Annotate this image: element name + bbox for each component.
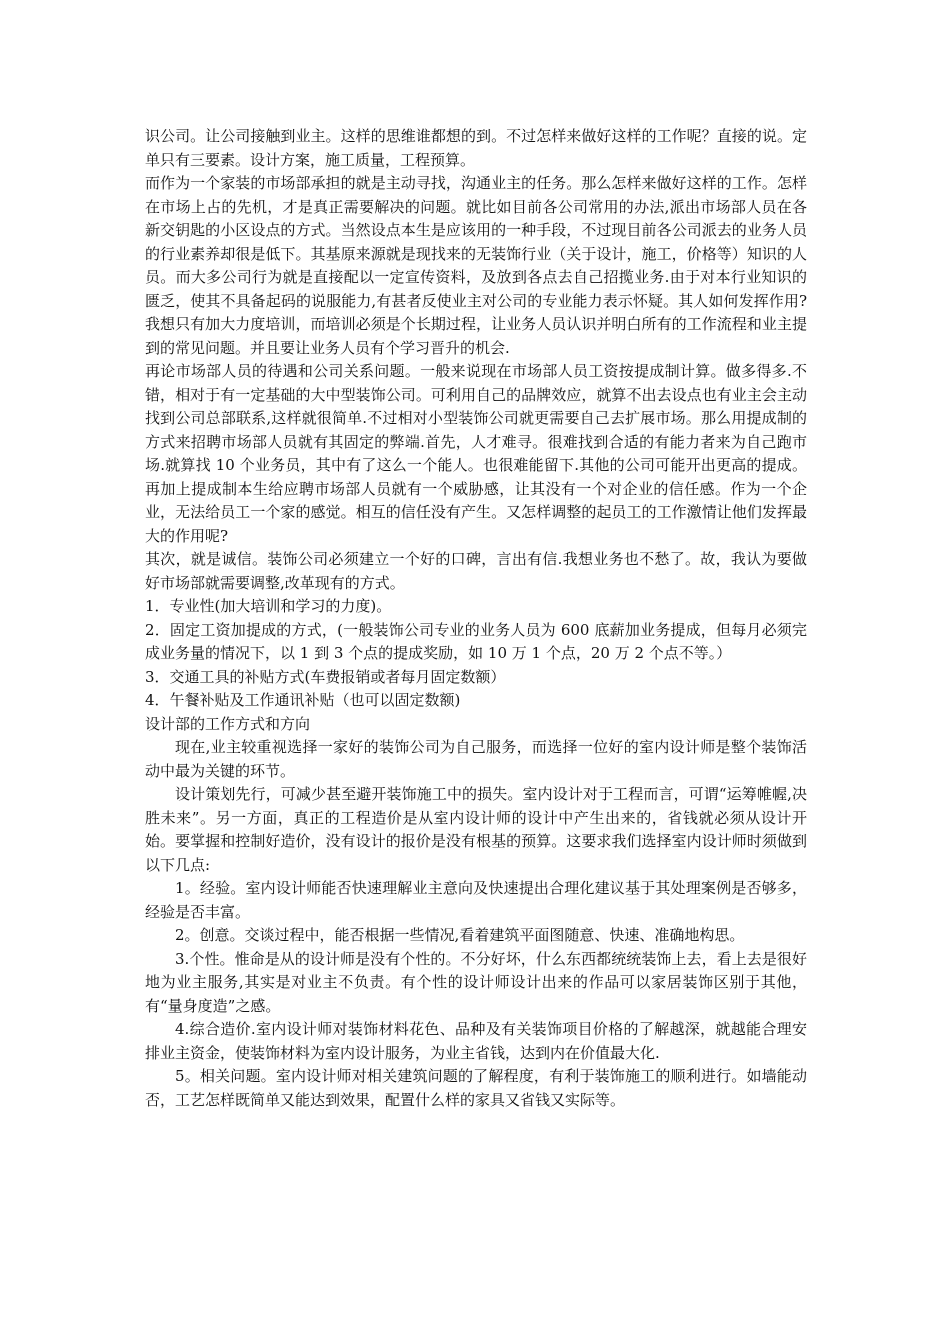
- paragraph-marketing-pay: 再论市场部人员的待遇和公司关系问题。一般来说现在市场部人员工资按提成制计算。做多得多.不错，相对于有一定基础的大中型装饰公司。可利用自己的品牌效应，就算不出去设点也有业主会主动找到公司总部联系,这样就很简单.不过相对小型装饰公司就更需要自己去扩展市场。那么用提成制的方式来招聘市场部人员就有其固定的弊端.首先，人才难寻。很难找到合适的有能力者来为自己跑市场.就算找 10 个业务员，其中有了这么一个能人。也很难能留下.其他的公司可能开出更高的提成。再加上提成制本生给应聘市场部人员就有一个威胁感，让其没有一个对企业的信任感。作为一个企业，无法给员工一个家的感觉。相互的信任没有产生。又怎样调整的起员工的工作激情让他们发挥最大的作用呢?: [145, 362, 807, 545]
- paragraph-marketing-role: 而作为一个家装的市场部承担的就是主动寻找，沟通业主的任务。那么怎样来做好这样的工作。怎样在市场上占的先机，才是真正需要解决的问题。就比如目前各公司常用的办法,派出市场部人员在各新交钥匙的小区设点的方式。当然设点本生是应该用的一种手段，不过现目前各公司派去的业务人员的行业素养却很是低下。其基原来源就是现找来的无装饰行业（关于设计，施工，价格等）知识的人员。而大多公司行为就是直接配以一定宣传资料，及放到各点去自己招揽业务.由于对本行业知识的匮乏，使其不具备起码的说服能力,有甚者反使业主对公司的专业能力表示怀疑。其人如何发挥作用?我想只有加大力度培训，而培训必须是个长期过程，让业务人员认识并明白所有的工作流程和业主提到的常见问题。并且要让业务人员有个学习晋升的机会.: [145, 174, 807, 357]
- section-heading-design: 设计部的工作方式和方向: [145, 714, 311, 733]
- list-item-transport: 3．交通工具的补贴方式(车费报销或者每月固定数额）: [145, 667, 506, 686]
- list-item-meal: 4．午餐补贴及工作通讯补贴（也可以固定数额): [145, 691, 461, 709]
- list-item-personality: 3.个性。惟命是从的设计师是没有个性的。不分好坏，什么东西都统统装饰上去，看上去是很好地为业主服务,其实是对业主不负责。有个性的设计师设计出来的作品可以家居装饰区别于其他，有“量身度造”之感。: [145, 949, 807, 1015]
- list-item-creativity: 2。创意。交谈过程中，能否根据一些情况,看着建筑平面图随意、快速、准确地构思。: [175, 926, 745, 944]
- list-item-cost: 4.综合造价.室内设计师对装饰材料花色、品种及有关装饰项目价格的了解越深，就越能合理安排业主资金，使装饰材料为室内设计服务，为业主省钱，达到内在价值最大化.: [145, 1020, 807, 1062]
- list-item-related-issues: 5。相关问题。室内设计师对相关建筑问题的了解程度，有利于装饰施工的顺利进行。如墙能动否，工艺怎样既简单又能达到效果，配置什么样的家具又省钱又实际等。: [145, 1067, 807, 1109]
- paragraph-design-planning: 设计策划先行，可减少甚至避开装饰施工中的损失。室内设计对于工程而言，可谓“运筹帷幄,决胜未来”。另一方面，真正的工程造价是从室内设计师的设计中产生出来的，省钱就必须从设计开始。要掌握和控制好造价，没有设计的报价是没有根基的预算。这要求我们选择室内设计师时须做到以下几点:: [145, 785, 807, 874]
- list-item-professionalism: 1．专业性(加大培训和学习的力度)。: [145, 597, 392, 615]
- paragraph-intro: 识公司。让公司接触到业主。这样的思维谁都想的到。不过怎样来做好这样的工作呢？直接的说。定单只有三要素。设计方案，施工质量，工程预算。: [145, 127, 807, 169]
- document-body: [145, 125, 807, 1112]
- paragraph-design-intro: 现在,业主较重视选择一家好的装饰公司为自己服务，而选择一位好的室内设计师是整个装饰活动中最为关键的环节。: [145, 738, 807, 780]
- list-item-salary: 2．固定工资加提成的方式，(一般装饰公司专业的业务人员为 600 底薪加业务提成，但每月必须完成业务量的情况下，以 1 到 3 个点的提成奖励，如 10 万 1 个点，20 万 2 个点不等。）: [145, 620, 807, 662]
- paragraph-integrity: 其次，就是诚信。装饰公司必须建立一个好的口碑，言出有信.我想业务也不愁了。故，我认为要做好市场部就需要调整,改革现有的方式。: [145, 550, 807, 592]
- list-item-experience: 1。经验。室内设计师能否快速理解业主意向及快速提出合理化建议基于其处理案例是否够多，经验是否丰富。: [145, 879, 807, 921]
